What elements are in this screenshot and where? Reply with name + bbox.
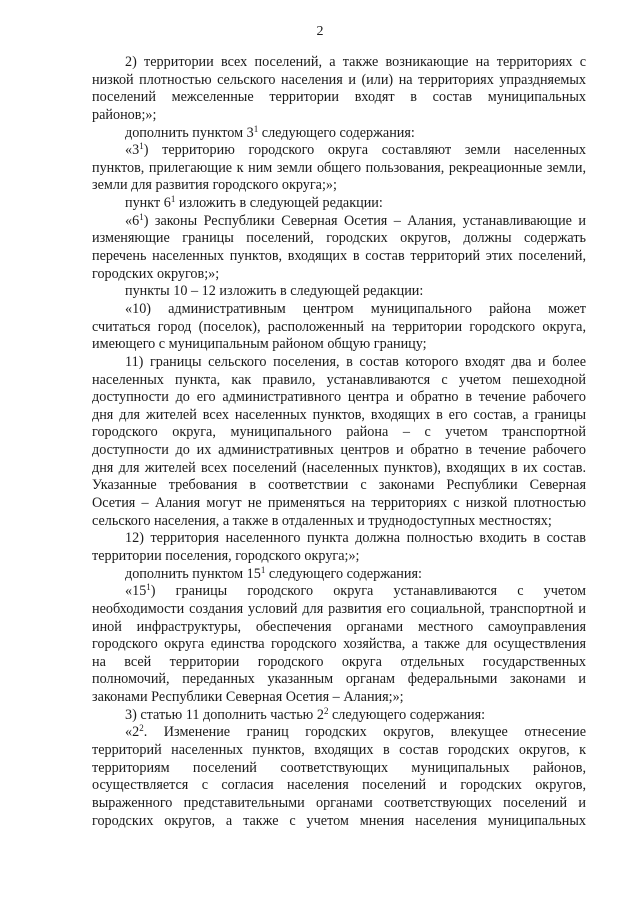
text-line: [92, 760, 586, 778]
text-line: [92, 54, 586, 72]
text-line: [92, 777, 586, 795]
line-text: городских округов, а также с учетом мнения населения муниципальных: [92, 812, 586, 829]
line-text: считаться город (поселок), расположенный на территории городского округа,: [92, 318, 586, 335]
line-text-continued: изложить в следующей редакции:: [175, 195, 383, 212]
line-text: пункт 6: [125, 195, 171, 212]
text-line: [92, 530, 586, 548]
line-text: имеющего с муниципальным районом общую границу;: [92, 336, 427, 353]
text-line: [92, 619, 586, 637]
text-line: [92, 336, 586, 354]
line-text: районов;»;: [92, 106, 157, 123]
line-text: «15: [125, 583, 147, 600]
line-text: законами Республики Северная Осетия – Алания;»;: [92, 689, 404, 706]
text-line: [92, 407, 586, 425]
line-text: иной инфраструктуры, обеспечения органами местного самоуправления: [92, 618, 586, 635]
text-line: [92, 424, 586, 442]
line-text: дня для жителей всех населенных пунктов, входящих в его состав, а границы: [92, 406, 586, 423]
line-text-continued: следующего содержания:: [258, 124, 415, 141]
text-line: [92, 442, 586, 460]
text-line: [92, 566, 586, 584]
text-line: [92, 636, 586, 654]
text-line: [92, 72, 586, 90]
line-text: дополнить пунктом 3: [125, 124, 254, 141]
text-line: [92, 230, 586, 248]
line-text: «6: [125, 212, 140, 229]
document-body: [92, 54, 586, 830]
line-text: территории поселения, городского округа;»;: [92, 547, 360, 564]
text-line: [92, 795, 586, 813]
text-line: [92, 195, 586, 213]
line-text: земли для развития городского округа;»;: [92, 177, 337, 194]
text-line: [92, 601, 586, 619]
text-line: [92, 319, 586, 337]
text-line: [92, 654, 586, 672]
line-text-continued: ) территорию городского округа составляют земли населенных: [143, 142, 586, 159]
line-text: необходимости создания условий для развития его социальной, транспортной и: [92, 600, 586, 617]
line-text: на всей территории городского округа отдельных государственных: [92, 653, 586, 670]
line-text: городского округа, муниципального района – с учетом транспортной: [92, 424, 586, 441]
line-text: пунктов, прилегающие к ним земли общего пользования, рекреационные земли,: [92, 159, 586, 176]
text-line: [92, 213, 586, 231]
text-line: [92, 548, 586, 566]
line-text: городского округа единства городского хозяйства, а также для осуществления: [92, 636, 586, 653]
line-text: территорий населенных пунктов, входящих в состав городских округов, к: [92, 741, 586, 758]
text-line: [92, 583, 586, 601]
line-text: Указанные требования в соответствии с законами Республики Северная: [92, 477, 586, 494]
text-line: [92, 707, 586, 725]
line-text: пункты 10 – 12 изложить в следующей редакции:: [125, 283, 424, 300]
line-text: изменяющие границы поселений, городских округов, должны содержать: [92, 230, 586, 247]
line-text: поселений межселенные территории входят в состав муниципальных: [92, 89, 586, 106]
text-line: [92, 671, 586, 689]
text-line: [92, 89, 586, 107]
text-line: [92, 460, 586, 478]
superscript: 1: [170, 194, 176, 205]
text-line: [92, 354, 586, 372]
superscript: 1: [139, 211, 144, 222]
text-line: [92, 372, 586, 390]
text-line: [92, 724, 586, 742]
line-text: «10) административным центром муниципального района может: [125, 300, 586, 317]
text-line: [92, 813, 586, 831]
line-text: дополнить пунктом 15: [125, 565, 261, 582]
text-line: [92, 495, 586, 513]
line-text-continued: ) границы городского округа устанавливаются с учетом: [150, 583, 586, 600]
line-text: 2) территории всех поселений, а также возникающие на территориях с: [125, 54, 586, 70]
text-line: [92, 477, 586, 495]
line-text: территориям поселений соответствующих муниципальных районов,: [92, 759, 586, 776]
superscript: 1: [253, 123, 259, 134]
line-text: «3: [125, 142, 140, 159]
superscript: 2: [323, 705, 329, 716]
line-text: городских округов;»;: [92, 265, 220, 282]
line-text: выраженного представительными органами соответствующих поселений и: [92, 794, 586, 811]
line-text-continued: . Изменение границ городских округов, влекущее отнесение: [143, 724, 586, 741]
line-text: населенных пункта, как правило, устанавливаются с учетом пешеходной: [92, 371, 586, 388]
line-text: осуществляется с согласия населения поселений и городских округов,: [92, 777, 586, 794]
line-text: дня для жителей всех поселений (населенных пунктов), входящих в их состав.: [92, 459, 586, 476]
line-text: низкой плотностью сельского населения и (или) на территориях упраздняемых: [92, 71, 586, 88]
line-text-continued: следующего содержания:: [328, 706, 486, 723]
line-text: 11) границы сельского поселения, в состав которого входят два и более: [125, 353, 586, 370]
text-line: [92, 177, 586, 195]
text-line: [92, 125, 586, 143]
superscript: 1: [139, 141, 144, 152]
superscript: 2: [139, 723, 144, 734]
superscript: 1: [260, 564, 266, 575]
line-text: доступности до их административных центров и обратно в течение рабочего: [92, 442, 586, 459]
text-line: [92, 689, 586, 707]
text-line: [92, 283, 586, 301]
page-number: 2: [316, 24, 324, 39]
line-text: 3) статью 11 дополнить частью 2: [125, 706, 324, 723]
text-line: [92, 742, 586, 760]
line-text-continued: следующего содержания:: [265, 565, 422, 582]
line-text: доступности до его административного центра и обратно в течение рабочего: [92, 389, 586, 406]
text-line: [92, 160, 586, 178]
text-line: [92, 301, 586, 319]
line-text: сельского населения, а также в отдаленных и труднодоступных местностях;: [92, 512, 552, 529]
text-line: [92, 513, 586, 531]
text-line: [92, 107, 586, 125]
text-line: [92, 266, 586, 284]
text-line: [92, 142, 586, 160]
line-text: перечень населенных пунктов, входящих в состав территорий этих поселений,: [92, 248, 586, 265]
line-text: «2: [125, 724, 140, 741]
line-text-continued: ) законы Республики Северная Осетия – Алания, устанавливающие и: [143, 212, 586, 229]
line-text: полномочий, переданных указанным органам федеральными законами и: [92, 671, 586, 688]
line-text: 12) территория населенного пункта должна полностью входить в состав: [125, 530, 586, 547]
text-line: [92, 248, 586, 266]
superscript: 1: [146, 582, 151, 593]
text-line: [92, 389, 586, 407]
line-text: Осетия – Алания могут не применяться на территориях с низкой плотностью: [92, 495, 586, 512]
